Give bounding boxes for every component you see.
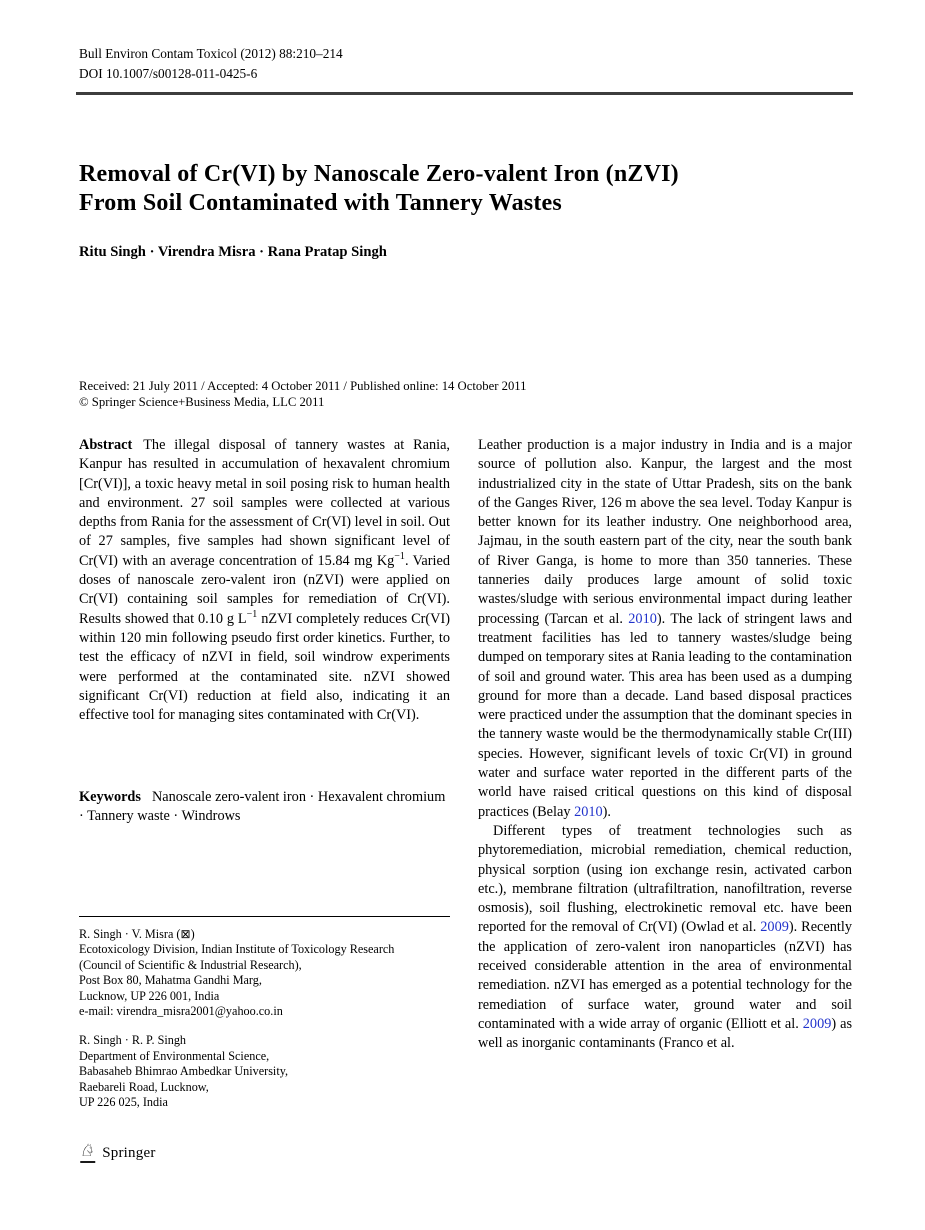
copyright-line: © Springer Science+Business Media, LLC 2011 (79, 395, 325, 409)
abstract-label: Abstract (79, 437, 133, 453)
page-title (79, 160, 799, 218)
footnote-line: UP 226 025, India (79, 1095, 168, 1110)
footnote-line: Raebareli Road, Lucknow, (79, 1079, 209, 1094)
keywords-section (79, 788, 450, 827)
footnote-line: Lucknow, UP 226 001, India (79, 988, 220, 1003)
superscript: −1 (246, 608, 258, 620)
footnote-line: e-mail: virendra_misra2001@yahoo.co.in (79, 1004, 283, 1019)
text-segment: Leather production is a major industry in India and is a major source of pollution also. Kanpur, the largest and the most industrialized city in the state of Uttar Pradesh, sits on the bank of the Ganges River, 126 m above the sea level. Today Kanpur is better known for its leather industry. One neighborhood area, Jajmau, in the south eastern part of the city, near the south bank of River Ganga, is home to more than 350 tanneries. These tanneries daily produces large amount of solid toxic wastes/sludge with serious environmental impact during leather processing (Tarcan et al. (478, 437, 852, 627)
footnote-line: (Council of Scientific & Industrial Research), (79, 957, 302, 972)
author-list: Ritu Singh · Virendra Misra · Rana Pratap Singh (79, 244, 387, 260)
text-segment: . Varied doses of nanoscale zero-valent iron (nZVI) were applied on Cr(VI) containing soil samples for remediation of Cr(VI). Results showed that 0.10 g L (79, 552, 450, 627)
journal-citation: Bull Environ Contam Toxicol (2012) 88:210–214 (79, 46, 343, 61)
body-paragraph-1 (478, 436, 852, 822)
footnote-line: Department of Environmental Science, (79, 1048, 270, 1063)
footnote-section (79, 916, 450, 1110)
superscript: −1 (394, 551, 405, 563)
keywords-text: Nanoscale zero-valent iron · Hexavalent chromium · Tannery waste · Windrows (79, 789, 446, 825)
footnote-affiliation-1 (79, 927, 450, 1019)
footnote-affiliation-2 (79, 1033, 450, 1110)
text-segment: ). Recently the application of zero-valent iron nanoparticles (nZVI) has received considerable attention in the area of environmental remediation. nZVI has emerged as a potential technology for the remediation of surface water, ground water and soil contaminated with a wide array of organic (Elliott et al. (478, 919, 852, 1032)
footnote-line: Post Box 80, Mahatma Gandhi Marg, (79, 973, 262, 988)
text-segment: Different types of treatment technologies such as phytoremediation, microbial remediation, chemical reduction, physical sorption (using ion exchange resin, activated carbon etc.), membrane filtration (ultrafiltration, nanofiltration, reverse osmosis), soil flushing, electrokinetic removal etc. have been reported for the removal of Cr(VI) (Owlad et al. (478, 822, 852, 936)
text-segment: The illegal disposal of tannery wastes at Rania, Kanpur has resulted in accumulation of hexavalent chromium [Cr(VI)], a toxic heavy metal in soil posing risk to human health and environment. 27 soil samples were collected at various depths from Rania for the assessment of Cr(VI) level in soil. Out of 27 samples, five samples had shown significant level of Cr(VI) with an average concentration of 15.84 mg Kg (79, 437, 450, 569)
received-accepted-line: Received: 21 July 2011 / Accepted: 4 October 2011 / Published online: 14 October 2011 (79, 379, 527, 393)
right-column (478, 436, 852, 1054)
text-segment: nZVI completely reduces Cr(VI) within 120 min following pseudo first order kinetics. Further, to test the efficacy of nZVI in field, soil windrow experiments were performed at the contaminated site. nZVI showed significant Cr(VI) reduction at field also, indicating it an effective tool for managing sites contaminated with Cr(VI). (79, 610, 450, 724)
left-column (79, 436, 450, 725)
publisher-footer (80, 1143, 156, 1163)
header-divider (76, 92, 853, 95)
citation-link[interactable]: 2009 (802, 1015, 832, 1032)
title-line-1: Removal of Cr(VI) by Nanoscale Zero-valent Iron (nZVI) (79, 161, 679, 187)
footnote-divider (79, 916, 450, 917)
journal-header (79, 44, 343, 84)
title-line-2: From Soil Contaminated with Tannery Wastes (79, 190, 562, 216)
footnote-line: Babasaheb Bhimrao Ambedkar University, (79, 1064, 289, 1079)
citation-link[interactable]: 2010 (628, 610, 657, 627)
citation-link[interactable]: 2009 (760, 919, 789, 936)
footnote-line: Ecotoxicology Division, Indian Institute of Toxicology Research (79, 942, 395, 957)
keywords-label: Keywords (79, 789, 141, 805)
text-segment: ) as well as inorganic contaminants (Franco et al. (478, 1015, 853, 1052)
publication-history (79, 378, 799, 410)
springer-knight-icon: ♘ (80, 1141, 96, 1161)
citation-link[interactable]: 2010 (574, 803, 603, 820)
footnote-line: R. Singh · R. P. Singh (79, 1033, 187, 1048)
abstract-text (79, 437, 450, 723)
doi: DOI 10.1007/s00128-011-0425-6 (79, 66, 258, 81)
abstract-section (79, 436, 450, 725)
body-paragraph-2 (478, 822, 852, 1054)
publisher-name: Springer (102, 1144, 156, 1161)
text-segment: ). (602, 803, 611, 820)
text-segment: ). The lack of stringent laws and treatment facilities has led to tannery wastes/sludge being dumped on temporary sites at Rania leading to the contamination of soil and ground water. This area has been used as a dumping ground for more than a decade. Land based disposal practices were practiced under the assumption that the dominant species in the tannery waste would be the thermodynamically stable Cr(III) species. However, significant levels of toxic Cr(VI) in ground water and surface water reported in the different parts of the world have raised critical questions on this kind of disposal practices (Belay (478, 610, 852, 820)
footnote-line: R. Singh · V. Misra (⊠) (79, 927, 195, 941)
